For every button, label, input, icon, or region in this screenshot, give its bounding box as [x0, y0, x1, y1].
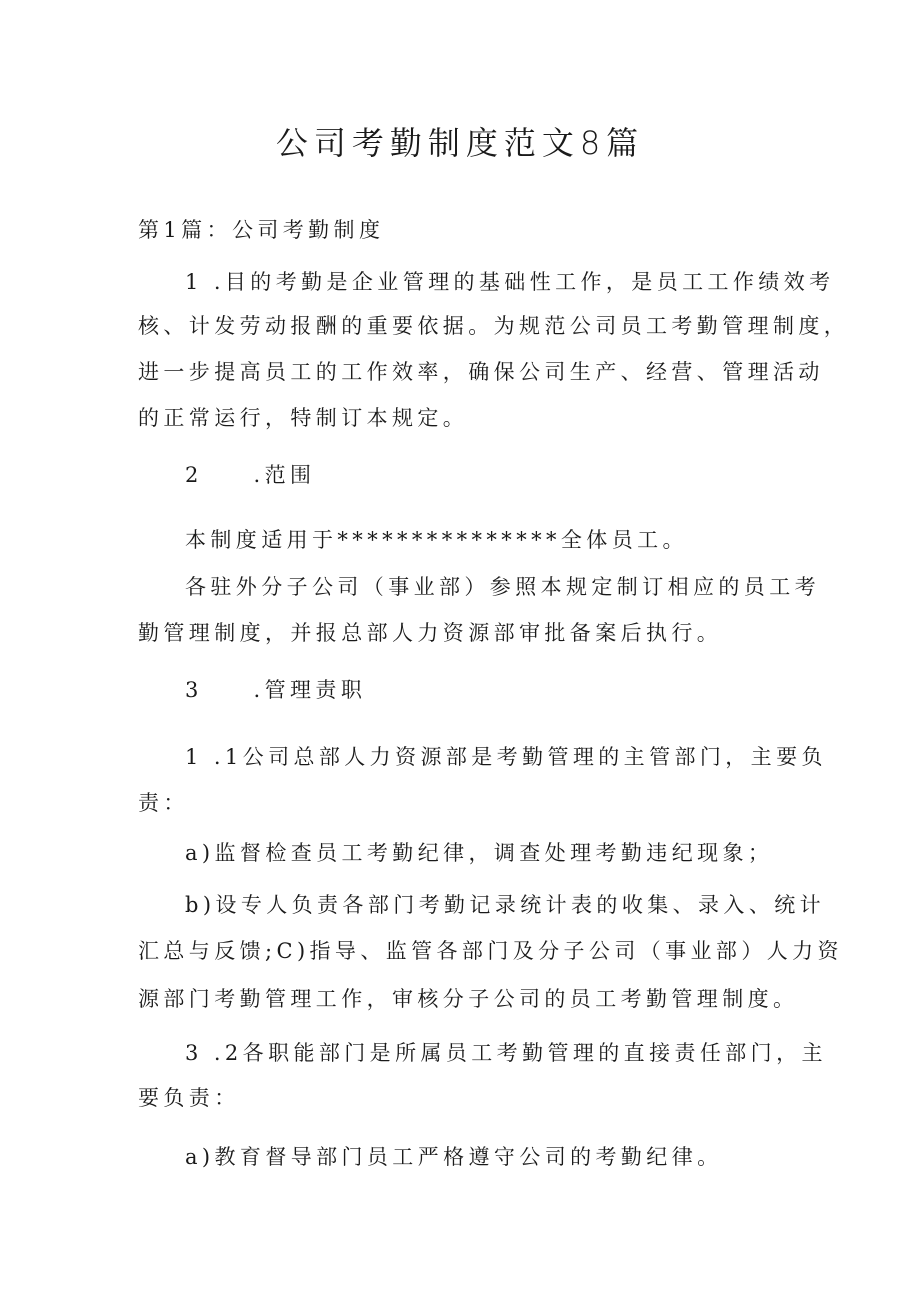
paragraph-line: b)设专人负责各部门考勤记录统计表的收集、录入、统计: [185, 893, 826, 917]
subheading: 3 .管理责职: [185, 678, 367, 702]
paragraph-line: 1 .1公司总部人力资源部是考勤管理的主管部门，主要负: [185, 745, 827, 769]
document-title: 公司考勤制度范文8篇: [275, 124, 645, 162]
section-heading: 第1篇：公司考勤制度: [138, 218, 385, 242]
paragraph-line: 要负责：: [138, 1086, 240, 1110]
paragraph-line: a)教育督导部门员工严格遵守公司的考勤纪律。: [185, 1145, 723, 1169]
paragraph-line: 核、计发劳动报酬的重要依据。为规范公司员工考勤管理制度，: [138, 314, 850, 338]
paragraph-line: 的正常运行，特制订本规定。: [138, 406, 469, 430]
paragraph-line: 进一步提高员工的工作效率，确保公司生产、经营、管理活动: [138, 360, 824, 384]
paragraph-line: 本制度适用于***************全体员工。: [185, 528, 688, 552]
paragraph-line: 汇总与反馈;C)指导、监管各部门及分子公司（事业部）人力资: [138, 939, 843, 963]
paragraph-line: a)监督检查员工考勤纪律，调查处理考勤违纪现象；: [185, 841, 774, 865]
paragraph-line: 1 .目的考勤是企业管理的基础性工作，是员工工作绩效考: [185, 270, 835, 294]
paragraph-line: 勤管理制度，并报总部人力资源部审批备案后执行。: [138, 621, 723, 645]
paragraph-line: 各驻外分子公司（事业部）参照本规定制订相应的员工考: [185, 575, 820, 599]
subheading: 2 .范围: [185, 463, 316, 487]
paragraph-line: 责：: [138, 791, 189, 815]
paragraph-line: 源部门考勤管理工作，审核分子公司的员工考勤管理制度。: [138, 987, 799, 1011]
paragraph-line: 3 .2各职能部门是所属员工考勤管理的直接责任部门，主: [185, 1041, 827, 1065]
